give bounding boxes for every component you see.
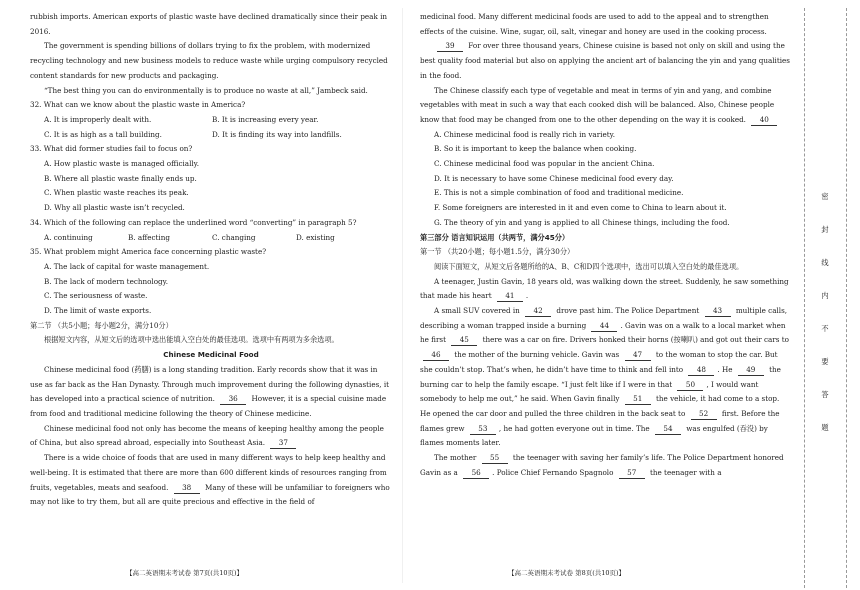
blank-51: 51 <box>625 394 651 405</box>
blank-57: 57 <box>619 468 645 479</box>
option: A. continuing <box>44 232 93 242</box>
text: However, it is a special cuisine made from food and traditional medicine following the theory of Chinese medicine. <box>30 394 387 418</box>
section-1-instructions: 阅读下面短文，从短文后各题所给的A、B、C和D四个选项中，选出可以填入空白处的最佳选项。 <box>434 261 744 271</box>
paragraph <box>30 451 392 510</box>
right-column <box>420 10 792 481</box>
binding-line <box>804 8 805 588</box>
question-35: 35. What problem might America face concerning plastic waste? <box>30 247 267 257</box>
section-2-heading: 第二节 （共5小题；每小题2分，满分10分） <box>30 320 173 330</box>
blank-52: 52 <box>691 409 717 420</box>
option: B. So it is important to keep the balance when cooking. <box>434 144 637 154</box>
blank-49: 49 <box>738 365 764 376</box>
text: the teenager with saving her family’s life. The Police Department honored Gavin as a <box>420 453 784 477</box>
option: D. The limit of waste exports. <box>44 306 152 316</box>
text: drove past him. The Police Department <box>556 306 700 316</box>
seal-char: 不 <box>821 324 829 333</box>
option: D. existing <box>296 232 335 242</box>
text: A small SUV covered in <box>434 306 520 316</box>
option: G. The theory of yin and yang is applied to all Chinese things, including the food. <box>434 217 730 227</box>
option: B. Where all plastic waste finally ends up. <box>44 173 197 183</box>
binding-line <box>846 8 847 588</box>
blank-54: 54 <box>655 424 681 435</box>
left-column <box>30 10 392 510</box>
option: D. It is necessary to have some Chinese medicinal food every day. <box>434 173 674 183</box>
option: E. This is not a simple combination of food and traditional medicine. <box>434 188 684 198</box>
option: D. It is finding its way into landfills. <box>212 129 342 139</box>
text: Chinese medicinal food not only has become the means of keeping healthy among the people of China, but also spread abroad, especially into Southeast Asia. <box>30 423 384 448</box>
option: A. How plastic waste is managed officially. <box>44 159 200 169</box>
paragraph <box>30 422 392 451</box>
page-footer-right: 【高二英语期末考试卷 第8页(共10页)】 <box>508 569 626 577</box>
blank-38: 38 <box>174 483 200 494</box>
option: B. The lack of modern technology. <box>44 276 169 286</box>
question-33: 33. What did former studies fail to focus on? <box>30 144 193 154</box>
text: . He <box>717 364 733 374</box>
blank-48: 48 <box>688 365 714 376</box>
options-row <box>30 113 392 128</box>
text: Many of these will be unfamiliar to foreigners who may not like to try them, but all are quite precious and effective in the field of <box>30 482 390 507</box>
options-row <box>30 128 392 143</box>
question-32: 32. What can we know about the plastic waste in America? <box>30 100 246 110</box>
blank-55: 55 <box>482 453 508 464</box>
seal-char: 题 <box>821 423 829 432</box>
option: C. Chinese medicinal food was popular in the ancient China. <box>434 159 655 169</box>
blank-53: 53 <box>470 424 496 435</box>
blank-50: 50 <box>677 380 703 391</box>
text: the mother of the burning vehicle. Gavin was <box>454 350 620 360</box>
blank-39: 39 <box>437 41 463 52</box>
column-divider <box>402 8 403 583</box>
text: first. Before the flames grew <box>420 408 780 433</box>
page-footer-left: 【高二英语期末考试卷 第7页(共10页)】 <box>126 569 244 577</box>
options-row <box>30 231 392 246</box>
paragraph: medicinal food. Many different medicinal foods are used to add to the appeal and to strengthen effects of the cuisine. Wine, sugar, oil, salt, vinegar and honey are used in the cooking process. <box>420 12 769 36</box>
paragraph <box>420 84 792 128</box>
option: A. Chinese medicinal food is really rich in variety. <box>434 129 615 139</box>
text: the teenager with a <box>650 467 722 477</box>
option: D. Why all plastic waste isn’t recycled. <box>44 203 185 213</box>
blank-42: 42 <box>525 306 551 317</box>
blank-41: 41 <box>497 291 523 302</box>
blank-44: 44 <box>591 321 617 332</box>
text: , he had gotten everyone out in time. The <box>498 423 650 433</box>
text: , I would want somebody to help me out,” he said. When Gavin finally <box>420 379 759 404</box>
text: to the woman to stop the car. But she couldn’t stop. That’s when, he didn’t have time to think and fell into <box>420 350 778 374</box>
option: C. changing <box>212 232 256 242</box>
seal-char: 密 <box>821 192 829 201</box>
question-34: 34. Which of the following can replace the underlined word “converting” in paragraph 5? <box>30 217 357 227</box>
seal-char: 答 <box>821 390 829 399</box>
text: . Gavin was on a walk to a local market when he first <box>420 320 786 345</box>
text: The Chinese classify each type of vegetable and meat in terms of yin and yang, and combine vegetables with meat in such a way that each cooked dish will be balanced. Also, Chinese people know that food may be changed from one to the other depending on the way it is cooked. <box>420 85 775 124</box>
paragraph <box>30 363 392 422</box>
blank-37: 37 <box>270 438 296 449</box>
blank-46: 46 <box>423 350 449 361</box>
seal-char: 封 <box>821 225 829 234</box>
blank-40: 40 <box>751 115 777 126</box>
seal-char: 线 <box>821 258 829 267</box>
option: F. Some foreigners are interested in it and even come to China to learn about it. <box>434 203 727 213</box>
text: The mother <box>434 453 477 463</box>
text: multiple calls, describing a woman trapped inside a burning <box>420 306 788 330</box>
blank-36: 36 <box>220 394 246 405</box>
paragraph <box>420 451 792 480</box>
text: . Police Chief Fernando Spagnolo <box>492 467 614 477</box>
paragraph <box>420 39 792 83</box>
blank-43: 43 <box>705 306 731 317</box>
option: B. It is increasing every year. <box>212 114 319 124</box>
option: B. affecting <box>128 232 170 242</box>
option: C. The seriousness of waste. <box>44 291 148 301</box>
option: A. The lack of capital for waste management. <box>44 261 210 271</box>
option: C. When plastic waste reaches its peak. <box>44 188 189 198</box>
part-3-heading: 第三部分 语言知识运用（共两节，满分45分） <box>420 232 570 242</box>
passage-title: Chinese Medicinal Food <box>163 350 259 360</box>
paragraph: The government is spending billions of dollars trying to fix the problem, with modernized recycling technology and new business models to reduce waste while urging compulsory recycled content standards for new products and packaging. <box>30 41 388 80</box>
text: For over three thousand years, Chinese cuisine is based not only on skill and using the best quality food material but also on applying the ancient art of balancing the yin and yang qualities in the food. <box>420 41 790 80</box>
section-2-instructions: 根据短文内容，从短文后的选项中选出能填入空白处的最佳选项。选项中有两项为多余选项。 <box>44 335 339 345</box>
text: There is a wide choice of foods that are used in many different ways to help keep healthy and well-being. It is estimated that there are more than 600 different kinds of resources ranging from fruits, vegetables, meats and seafood. <box>30 453 387 492</box>
paragraph: rubbish imports. American exports of plastic waste have declined dramatically since their peak in 2016. <box>30 12 388 36</box>
seal-char: 要 <box>821 357 829 366</box>
section-1-heading: 第一节 （共20小题；每小题1.5分，满分30分） <box>420 247 575 257</box>
text: Chinese medicinal food (药膳) is a long standing tradition. Early records show that it was in use as far back as the Han Dynasty. Through much improvement during the following dynasties, it has developed into a practical science of nutrition. <box>30 364 390 404</box>
text: the burning car to help the family escape. “I just felt like if I were in that <box>420 364 781 389</box>
blank-47: 47 <box>625 350 651 361</box>
text: was engulfed (吞没) by flames moments later. <box>420 423 768 448</box>
paragraph: “The best thing you can do environmentally is to produce no waste at all,” Jambeck said. <box>44 85 368 95</box>
seal-notice <box>818 190 832 454</box>
text: A teenager, Justin Gavin, 18 years old, was walking down the street. Suddenly, he saw something that made his heart <box>420 276 789 301</box>
paragraph <box>420 304 792 451</box>
blank-56: 56 <box>463 468 489 479</box>
text: the vehicle, it had come to a stop. He opened the car door and pulled the three children in the back seat to <box>420 394 780 418</box>
text: there was a car on fire. Drivers honked their horns (按喇叭) and got out their cars to <box>482 335 789 345</box>
seal-char: 内 <box>821 291 829 300</box>
blank-45: 45 <box>451 335 477 346</box>
option: A. It is improperly dealt with. <box>44 114 152 124</box>
paragraph: A teenager, Justin Gavin, 18 years old, was walking down the street. Suddenly, he saw something that made his heart 41 . <box>420 276 789 301</box>
option: C. It is as high as a tall building. <box>44 129 162 139</box>
